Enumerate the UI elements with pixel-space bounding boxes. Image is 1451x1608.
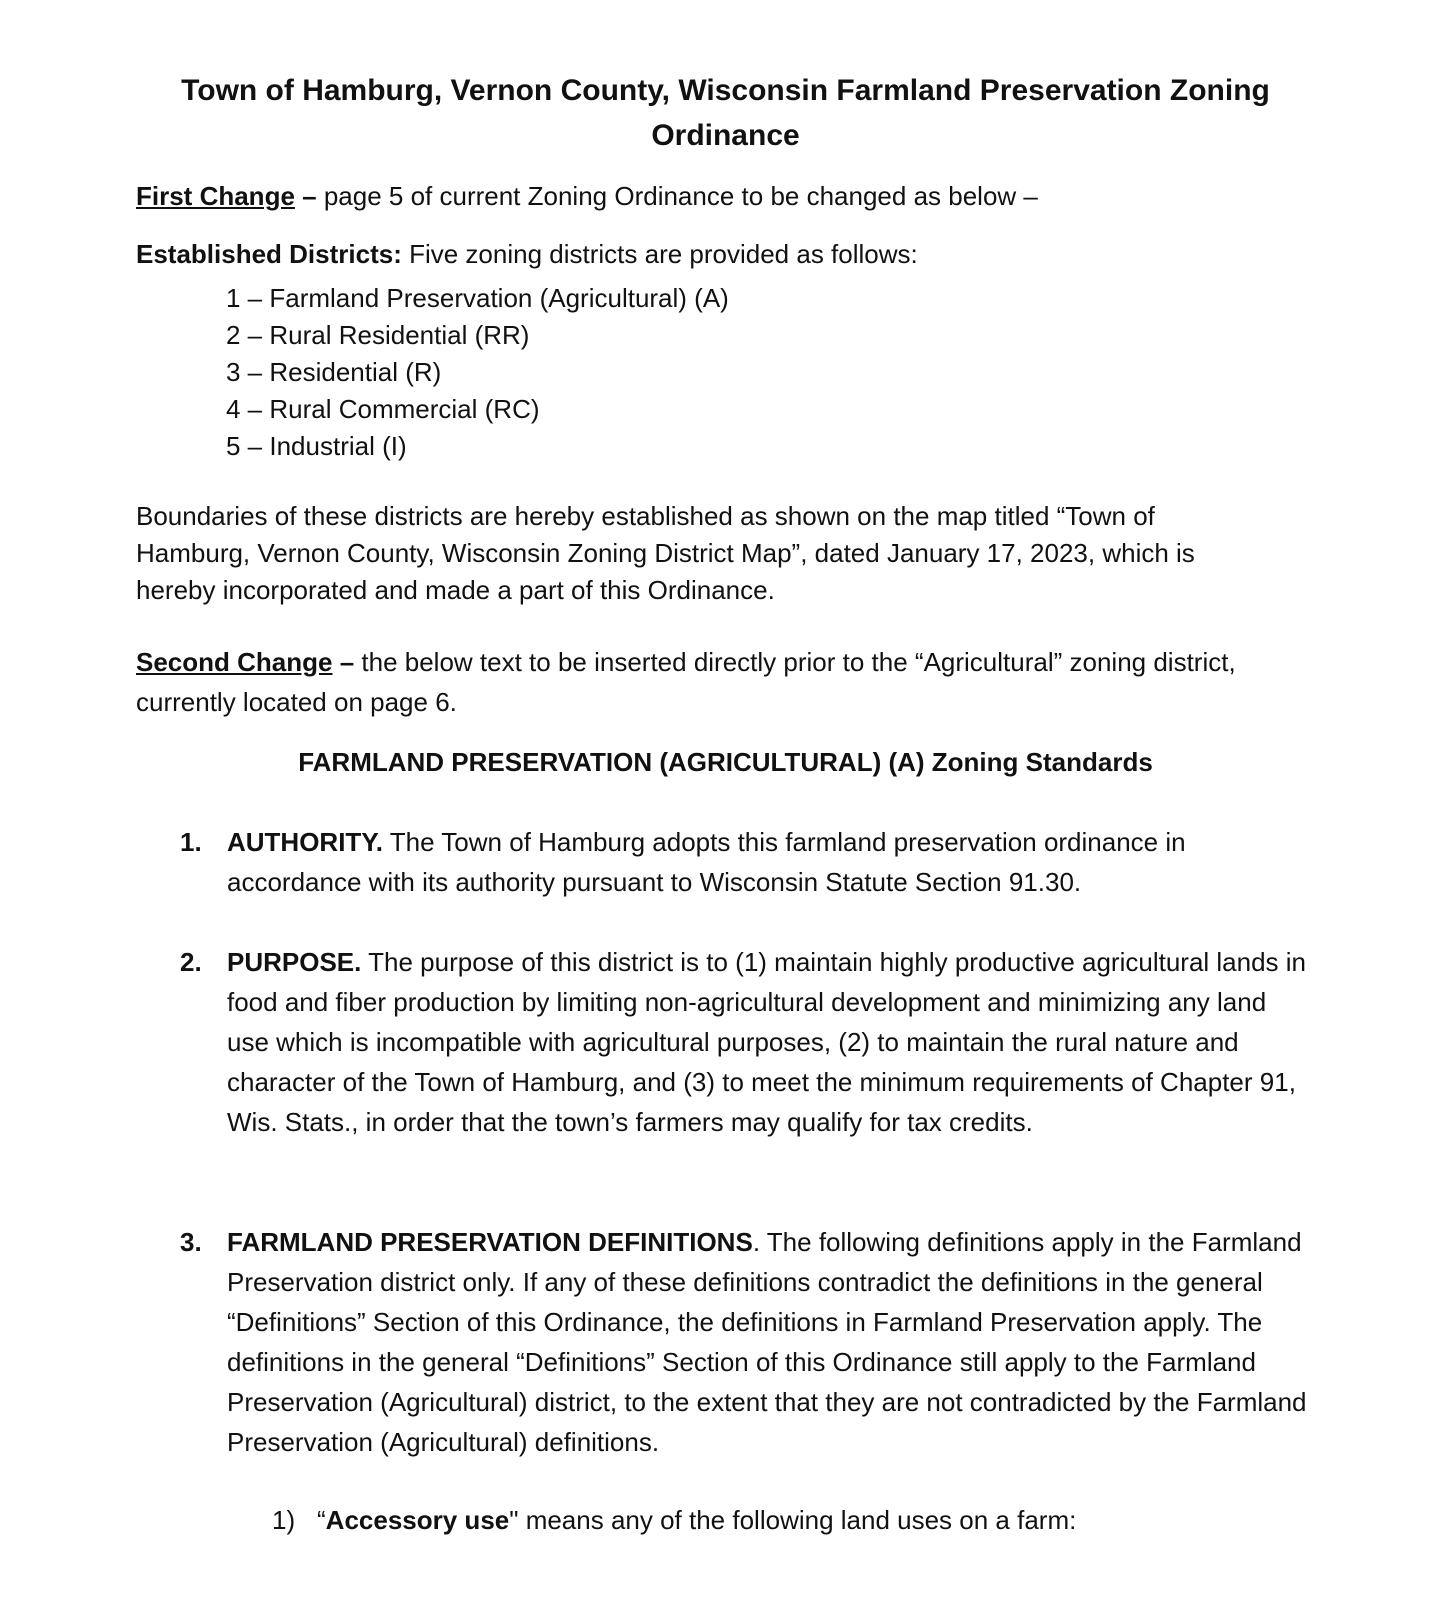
first-change-text: page 5 of current Zoning Ordinance to be changed as below – [316, 181, 1038, 211]
definition-accessory-use [272, 1500, 1272, 1540]
section-body [227, 942, 1310, 1142]
definition-open-quote: “ [317, 1505, 326, 1535]
section-body [227, 822, 1310, 902]
section-heading: PURPOSE. [227, 947, 362, 977]
section-body [227, 1222, 1310, 1462]
first-change-dash: – [294, 181, 317, 211]
definition-text: " means any of the following land uses on a farm: [509, 1505, 1077, 1535]
page-title: Town of Hamburg, Vernon County, Wisconsin Farmland Preservation Zoning Ordinance [181, 74, 1270, 152]
second-change-dash: – [332, 647, 355, 677]
section-purpose [180, 942, 1310, 1142]
first-change-paragraph [136, 178, 1326, 214]
second-change-text: the below text to be inserted directly prior to the “Agricultural” zoning district, currently located on page 6. [136, 647, 1236, 717]
definition-number: 1) [272, 1505, 296, 1535]
second-change-paragraph [136, 642, 1326, 722]
section-number: 2. [180, 947, 202, 977]
section-number: 3. [180, 1227, 202, 1257]
section-text: . The following definitions apply in the Farmland Preservation district only. If any of these definitions contradict the definitions in the general “Definitions” Section of this Ordinance, the definitions in Farmland Preservation apply. The definitions in the general “Definitions” Section of this Ordinance still apply to the Farmland Preservation (Agricultural) district, to the extent that they are not contradicted by the Farmland Preservation (Agricultural) definitions. [227, 1227, 1307, 1457]
district-item: 5 – Industrial (I) [226, 431, 407, 461]
section-authority [180, 822, 1310, 902]
district-item: 3 – Residential (R) [226, 357, 442, 387]
section-heading: FARMLAND PRESERVATION DEFINITIONS [227, 1227, 753, 1257]
definition-term: Accessory use [325, 1505, 510, 1535]
standards-heading: FARMLAND PRESERVATION (AGRICULTURAL) (A) Zoning Standards [298, 747, 1153, 777]
district-item: 4 – Rural Commercial (RC) [226, 394, 540, 424]
second-change-label: Second Change [136, 647, 333, 677]
boundaries-paragraph: Boundaries of these districts are hereby established as shown on the map titled “Town of Hamburg, Vernon County, Wisconsin Zoning District Map”, dated January 17, 2023, which is hereby incorporated and made a part of this Ordinance. [136, 501, 1195, 605]
district-item: 1 – Farmland Preservation (Agricultural) (A) [226, 283, 729, 313]
first-change-label: First Change [136, 181, 295, 211]
established-districts-paragraph [136, 236, 1326, 272]
section-number: 1. [180, 827, 202, 857]
section-text: The purpose of this district is to (1) maintain highly productive agricultural lands in food and fiber production by limiting non-agricultural development and minimizing any land use which is incompatible with agricultural purposes, (2) to maintain the rural nature and character of the Town of Hamburg, and (3) to meet the minimum requirements of Chapter 91, Wis. Stats., in order that the town’s farmers may qualify for tax credits. [227, 947, 1307, 1137]
section-definitions [180, 1222, 1310, 1462]
district-list [226, 280, 729, 465]
section-text: The Town of Hamburg adopts this farmland preservation ordinance in accordance with its authority pursuant to Wisconsin Statute Section 91.30. [227, 827, 1186, 897]
district-item: 2 – Rural Residential (RR) [226, 320, 530, 350]
section-heading: AUTHORITY. [227, 827, 383, 857]
definition-body [317, 1500, 1272, 1540]
established-districts-label: Established Districts: [136, 239, 402, 269]
established-districts-text: Five zoning districts are provided as follows: [401, 239, 918, 269]
